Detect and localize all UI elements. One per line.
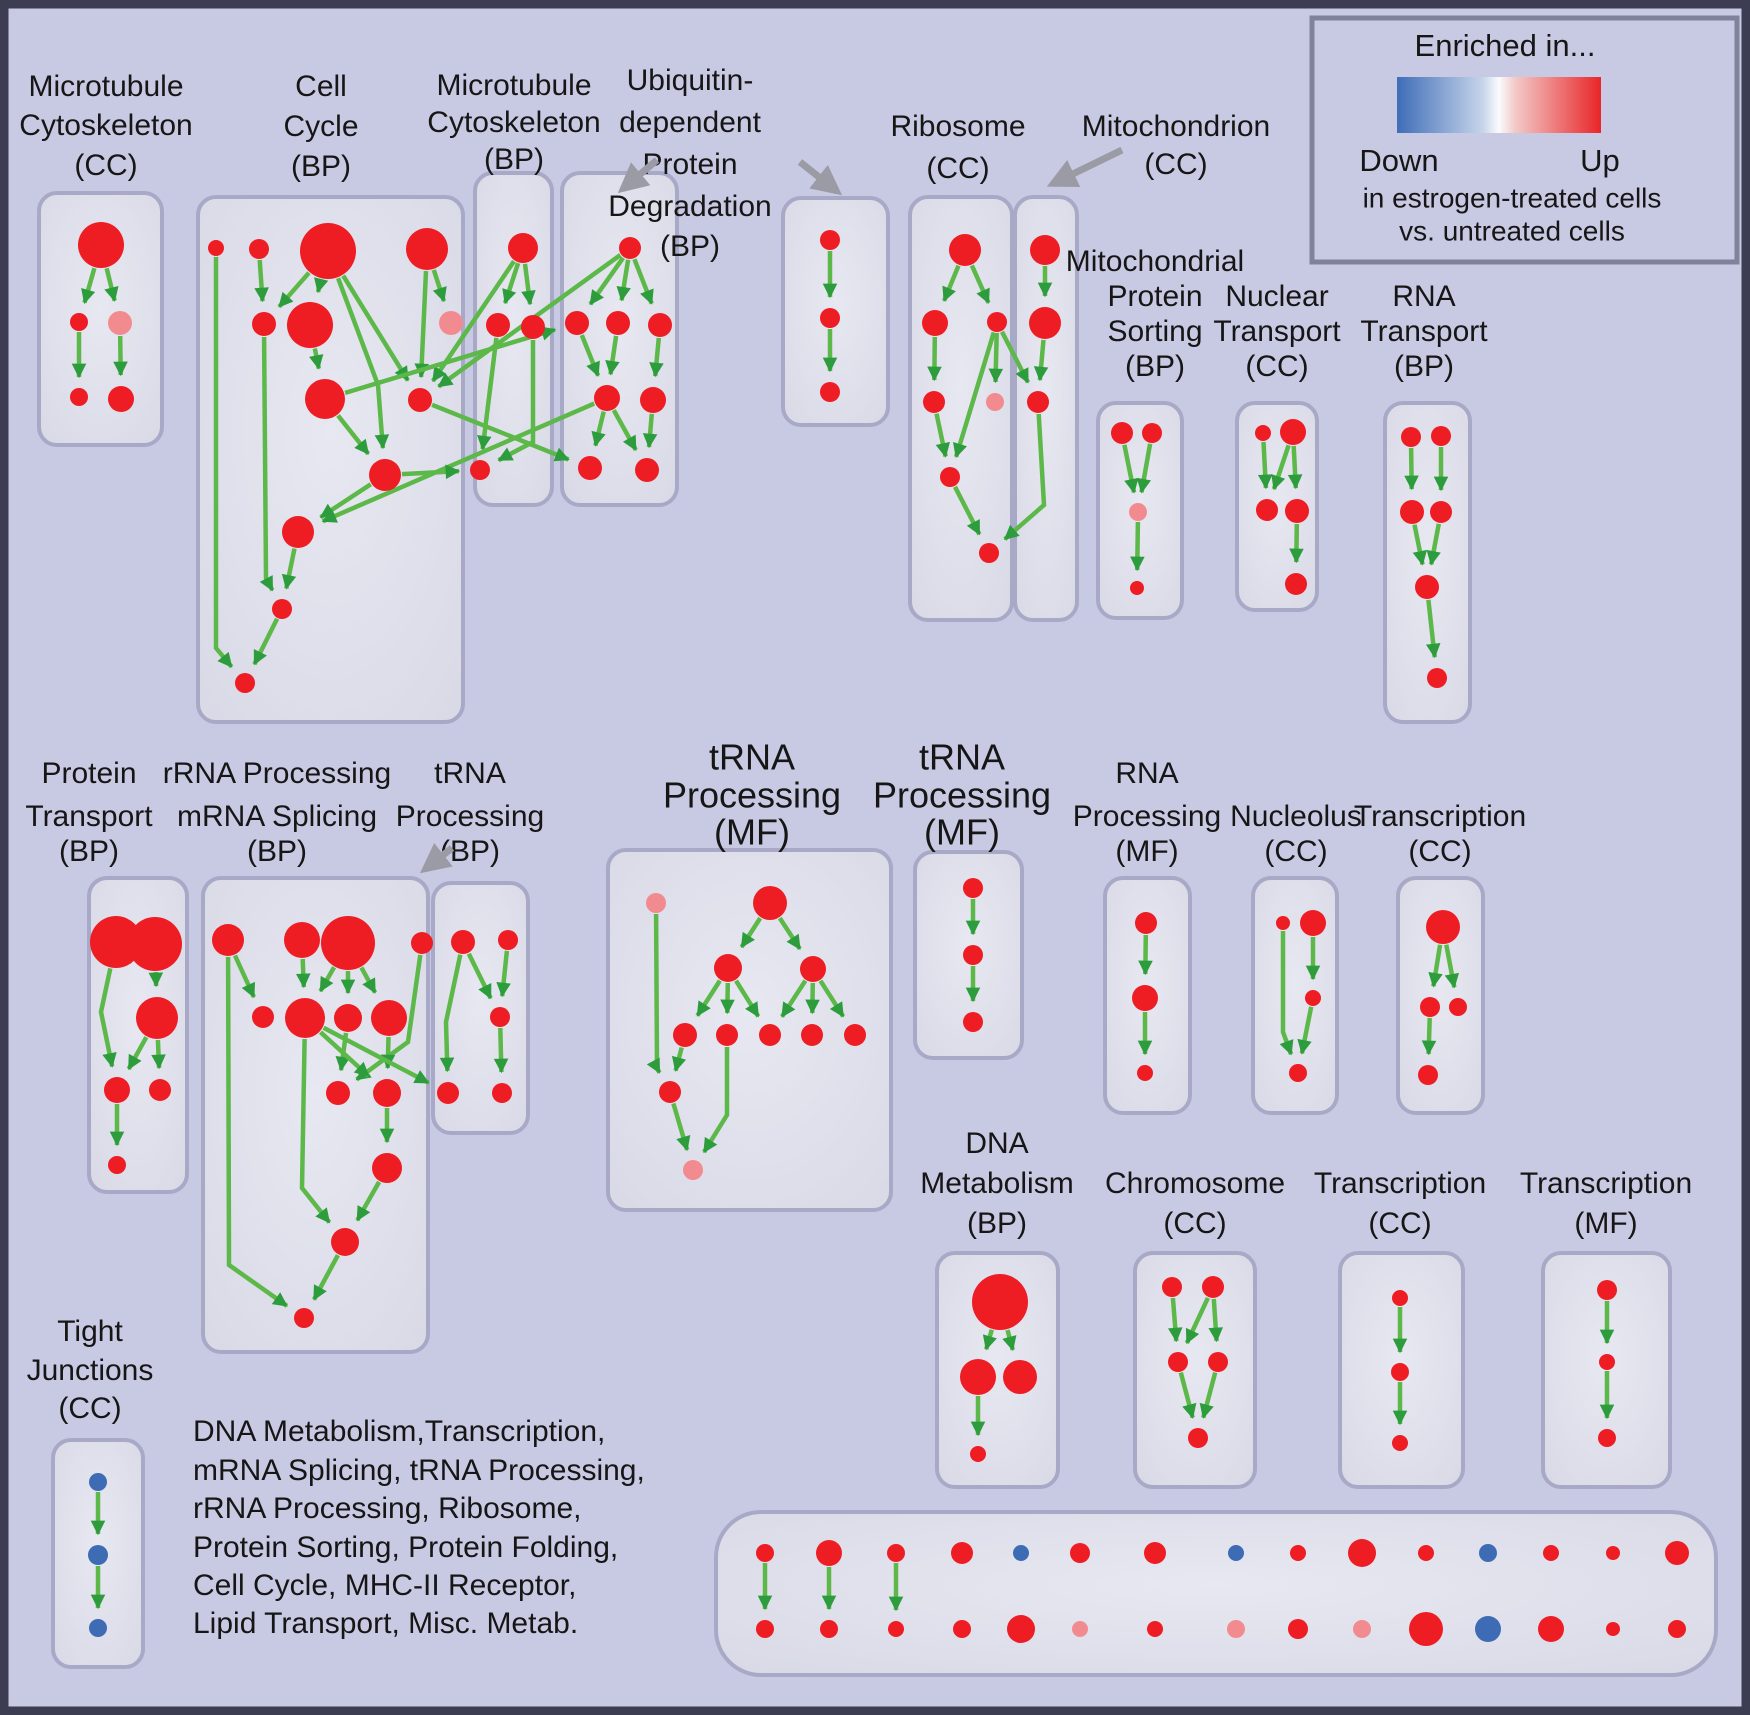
legend-context-line2: vs. untreated cells [1399,215,1625,247]
group-label-cell-cycle-bp: Cell [295,69,347,103]
go-term-node [922,310,948,336]
group-label-ubiquitin-degradation-bp-1: Protein [642,147,738,181]
go-term-node [949,234,981,266]
go-term-node [1288,1619,1308,1639]
group-label-microtubule-cytoskeleton-bp: (BP) [484,142,544,176]
group-label-tight-junctions-cc: (CC) [58,1391,122,1425]
group-label-rna-processing-mf: Processing [1072,799,1222,833]
group-label-ubiquitin-degradation-bp-1: (BP) [660,229,720,263]
go-term-node [673,1023,697,1047]
go-term-node [252,312,276,336]
go-term-node [714,954,742,982]
group-label-mitochondrion-cc: Mitochondrion [1081,109,1271,143]
go-term-node [1668,1620,1686,1638]
go-term-node [970,1446,986,1462]
group-label-protein-transport-bp: Protein [41,756,137,790]
text-block-line: Protein Sorting, Protein Folding, [193,1530,619,1564]
go-term-node [294,1308,314,1328]
group-label-protein-transport-bp: (BP) [59,834,119,868]
go-term-node [1276,916,1290,930]
group-label-ubiquitin-degradation-bp-1: Ubiquitin- [626,63,754,97]
go-term-node [1392,1435,1408,1451]
group-label-chromosome-cc: (CC) [1163,1206,1227,1240]
group-label-trna-processing-mf-2: Processing [872,774,1052,816]
edge-arrow [934,337,935,380]
go-term-node [606,311,630,335]
go-term-node [753,886,787,920]
go-term-node [1606,1546,1620,1560]
go-term-node [1129,503,1147,521]
group-label-trna-processing-mf-2: (MF) [924,811,1000,853]
go-term-node [887,1544,905,1562]
group-label-nuclear-transport-cc: Transport [1213,314,1341,348]
go-term-node [801,1024,823,1046]
go-term-node [406,228,448,270]
legend [1312,18,1737,262]
group-label-trna-processing-mf-1: (MF) [714,811,790,853]
go-term-node [411,932,433,954]
go-term-node [108,311,132,335]
go-term-node [249,239,269,259]
go-term-node [89,1619,107,1637]
edge-arrow [1294,446,1296,488]
go-term-node [844,1024,866,1046]
go-term-node [1401,427,1421,447]
go-term-node [285,998,325,1038]
go-term-node [451,930,475,954]
go-term-node [1142,423,1162,443]
go-term-node [1538,1616,1564,1642]
group-label-rna-transport-bp: (BP) [1394,349,1454,383]
go-term-node [756,1620,774,1638]
go-term-node [1289,1064,1307,1082]
edge-arrow [120,336,121,375]
go-term-node [212,924,244,956]
legend-gradient-bar [1397,77,1601,133]
go-term-node [963,945,983,965]
go-term-node [683,1160,703,1180]
go-term-node [1290,1545,1306,1561]
group-label-trna-processing-mf-2: tRNA [918,736,1006,778]
go-term-node [282,516,314,548]
group-label-trna-processing-bp: (BP) [440,834,500,868]
go-term-node [498,930,518,950]
go-term-node [1597,1280,1617,1300]
go-term-node [1029,307,1061,339]
go-term-node [89,1473,107,1491]
go-term-node [1135,912,1157,934]
group-label-trna-processing-bp: tRNA [434,756,506,790]
legend-context-line1: in estrogen-treated cells [1362,182,1662,214]
go-term-node [986,393,1004,411]
go-term-node [1305,990,1321,1006]
go-term-node [1479,1544,1497,1562]
go-term-node [1400,500,1424,524]
group-label-trna-processing-mf-1: tRNA [708,736,796,778]
go-term-node [1227,1620,1245,1638]
go-term-node [1007,1615,1035,1643]
edge-arrow [260,260,263,301]
go-term-node [88,1545,108,1565]
go-term-node [1449,998,1467,1016]
group-label-cell-cycle-bp: Cycle [283,109,359,143]
edge-arrow [402,471,459,474]
group-label-tight-junctions-cc: Junctions [26,1353,154,1387]
go-term-node [331,1228,359,1256]
go-term-node [1168,1352,1188,1372]
go-term-node [326,1081,350,1105]
go-term-node [252,1006,274,1028]
text-block-line: mRNA Splicing, tRNA Processing, [193,1453,645,1487]
go-term-node [1665,1541,1689,1565]
group-label-mitochondrion-cc: (CC) [1144,147,1208,181]
group-label-microtubule-cytoskeleton-cc: Microtubule [28,69,184,103]
go-term-node [334,1004,362,1032]
go-term-node [1391,1363,1409,1381]
go-term-node [816,1540,842,1566]
edge-arrow [1264,442,1266,488]
go-term-node [272,599,292,619]
go-term-node [128,917,182,971]
go-term-node [78,222,124,268]
go-term-node [1348,1539,1376,1567]
go-term-node [979,543,999,563]
go-term-node [1208,1352,1228,1372]
legend-down-label: Down [1359,143,1439,179]
go-term-node [305,379,345,419]
group-label-microtubule-cytoskeleton-cc: Cytoskeleton [19,108,193,142]
go-term-node [1202,1276,1224,1298]
go-term-node [1475,1616,1501,1642]
group-box-rna-transport-bp [1385,403,1470,722]
go-term-node [940,467,960,487]
go-term-node [987,312,1007,332]
go-term-node [521,315,545,339]
group-label-ubiquitin-degradation-bp-1: dependent [619,105,761,139]
group-label-transcription-cc-1: (CC) [1408,834,1472,868]
group-label-transcription-mf: (MF) [1574,1206,1638,1240]
group-label-mitochondrial-protein-sorting-bp: Sorting [1107,314,1203,348]
go-term-node [1072,1621,1088,1637]
go-term-node [578,456,602,480]
go-term-node [136,997,178,1039]
group-label-rna-processing-mf: RNA [1115,756,1179,790]
go-term-node [1137,1065,1153,1081]
go-term-node [70,313,88,331]
go-term-node [490,1007,510,1027]
go-term-node [300,223,356,279]
edge-arrow [1429,1018,1430,1054]
text-block-line: Cell Cycle, MHC-II Receptor, [193,1568,577,1602]
group-label-trna-processing-bp: Processing [395,799,545,833]
go-term-node [1409,1612,1443,1646]
group-label-protein-transport-bp: Transport [25,799,153,833]
go-term-node [759,1024,781,1046]
go-term-node [820,1620,838,1638]
group-label-transcription-cc-2: (CC) [1368,1206,1432,1240]
go-term-node [373,1079,401,1107]
go-term-node [104,1077,130,1103]
group-label-microtubule-cytoskeleton-bp: Cytoskeleton [427,105,601,139]
go-term-node [565,311,589,335]
group-label-ribosome-cc: (CC) [926,151,990,185]
go-term-node [594,385,620,411]
group-label-transcription-cc-2: Transcription [1313,1166,1487,1200]
go-term-node [235,673,255,693]
go-term-node [439,311,463,335]
go-term-node [508,233,538,263]
group-label-dna-metabolism-bp: (BP) [967,1206,1027,1240]
group-label-microtubule-cytoskeleton-cc: (CC) [74,148,138,182]
go-term-node [486,313,510,337]
go-term-node [1300,910,1326,936]
go-term-node [470,460,490,480]
go-term-node [1256,499,1278,521]
group-label-ubiquitin-degradation-bp-1: Degradation [608,189,772,223]
group-label-mitochondrial-protein-sorting-bp: Mitochondrial [1065,244,1245,278]
go-term-node [1132,985,1158,1011]
group-label-rna-transport-bp: Transport [1360,314,1488,348]
edge-arrow [158,1040,159,1068]
edge-arrow [996,333,997,382]
go-term-node [1003,1360,1037,1394]
go-term-node [963,1012,983,1032]
group-label-tight-junctions-cc: Tight [57,1314,123,1348]
go-term-node [492,1083,512,1103]
group-label-transcription-cc-1: Transcription [1353,799,1527,833]
go-term-node [619,237,641,259]
go-term-node [1415,575,1439,599]
go-term-node [1430,501,1452,523]
edge-arrow [649,414,652,447]
go-term-node [960,1359,996,1395]
go-term-node [953,1620,971,1638]
edge-arrow [812,983,813,1013]
go-term-node [1228,1545,1244,1561]
go-term-node [963,878,983,898]
go-term-node [1130,581,1144,595]
group-label-mitochondrial-protein-sorting-bp: Protein [1107,279,1203,313]
go-term-node [1431,426,1451,446]
group-label-rrna-processing-mrna-splicing-bp: rRNA Processing [162,756,392,790]
go-term-node [1426,910,1460,944]
go-term-node [1598,1429,1616,1447]
group-label-microtubule-cytoskeleton-bp: Microtubule [436,68,592,102]
go-term-node [1285,573,1307,595]
group-label-dna-metabolism-bp: Metabolism [920,1166,1074,1200]
go-term-node [1353,1620,1371,1638]
go-term-node [1162,1277,1182,1297]
go-term-node [640,387,666,413]
go-term-node [1013,1545,1029,1561]
legend-up-label: Up [1580,143,1620,179]
go-term-node [1144,1542,1166,1564]
group-label-ribosome-cc: Ribosome [890,109,1026,143]
group-label-cell-cycle-bp: (BP) [291,149,351,183]
group-label-nuclear-transport-cc: (CC) [1245,349,1309,383]
go-term-node [888,1621,904,1637]
edge-arrow [727,983,728,1013]
edge-arrow [1296,524,1297,562]
edge-arrow [1214,1299,1217,1341]
edge-arrow [1137,522,1138,570]
go-term-node [1543,1545,1559,1561]
go-term-node [1188,1428,1208,1448]
group-box-merged-clusters [716,1512,1716,1675]
group-label-rna-transport-bp: RNA [1392,279,1456,313]
edge-arrow [500,1028,501,1072]
edge-arrow [1145,935,1146,974]
go-term-node [1070,1543,1090,1563]
go-term-node [659,1081,681,1103]
group-label-nucleolus-cc: (CC) [1264,834,1328,868]
go-term-node [972,1274,1028,1330]
go-term-node [1418,1545,1434,1561]
go-term-node [284,922,320,958]
go-term-node [1599,1354,1615,1370]
go-term-node [70,388,88,406]
text-block-line: Lipid Transport, Misc. Metab. [193,1606,579,1640]
go-term-node [820,308,840,328]
go-term-node [800,956,826,982]
go-term-node [820,382,840,402]
edge-arrow [303,959,304,987]
group-label-rrna-processing-mrna-splicing-bp: (BP) [247,834,307,868]
group-label-trna-processing-mf-1: Processing [662,774,842,816]
go-term-node [149,1079,171,1101]
go-term-node [1606,1622,1620,1636]
go-term-node [437,1082,459,1104]
text-block-line: rRNA Processing, Ribosome, [193,1491,582,1525]
group-box-microtubule-cytoskeleton-bp [475,173,552,505]
group-label-nuclear-transport-cc: Nuclear [1225,279,1329,313]
go-term-node [372,1153,402,1183]
text-block-line: DNA Metabolism,Transcription, [193,1414,606,1448]
edge-arrow [1411,448,1412,489]
go-term-node [1147,1621,1163,1637]
go-term-node [1427,668,1447,688]
go-term-node [1255,425,1271,441]
go-term-node [1030,235,1060,265]
group-label-dna-metabolism-bp: DNA [965,1126,1029,1160]
go-term-node [820,230,840,250]
go-term-node [646,893,666,913]
go-term-node [321,916,375,970]
go-term-node [951,1542,973,1564]
group-label-nucleolus-cc: Nucleolus [1230,799,1362,833]
group-label-chromosome-cc: Chromosome [1104,1166,1286,1200]
go-term-node [923,391,945,413]
go-term-node [287,302,333,348]
go-term-node [1280,419,1306,445]
go-term-node [635,458,659,482]
go-term-node [108,1156,126,1174]
go-term-node [1285,499,1309,523]
group-box-chromosome-cc [1135,1253,1255,1487]
go-term-node [648,313,672,337]
go-term-node [1027,391,1049,413]
edge-arrow [318,279,321,292]
go-term-node [1392,1290,1408,1306]
legend-title: Enriched in... [1414,28,1596,64]
go-term-node [208,240,224,256]
go-term-node [108,386,134,412]
go-term-node [756,1544,774,1562]
go-term-node [1418,1065,1438,1085]
go-term-node [369,459,401,491]
go-term-node [408,388,432,412]
go-term-node [371,1000,407,1036]
group-label-mitochondrial-protein-sorting-bp: (BP) [1125,349,1185,383]
group-label-rrna-processing-mrna-splicing-bp: mRNA Splicing [176,799,378,833]
go-term-node [716,1024,738,1046]
go-term-node [1111,422,1133,444]
group-label-rna-processing-mf: (MF) [1115,834,1179,868]
go-term-node [1420,997,1440,1017]
group-label-transcription-mf: Transcription [1519,1166,1693,1200]
